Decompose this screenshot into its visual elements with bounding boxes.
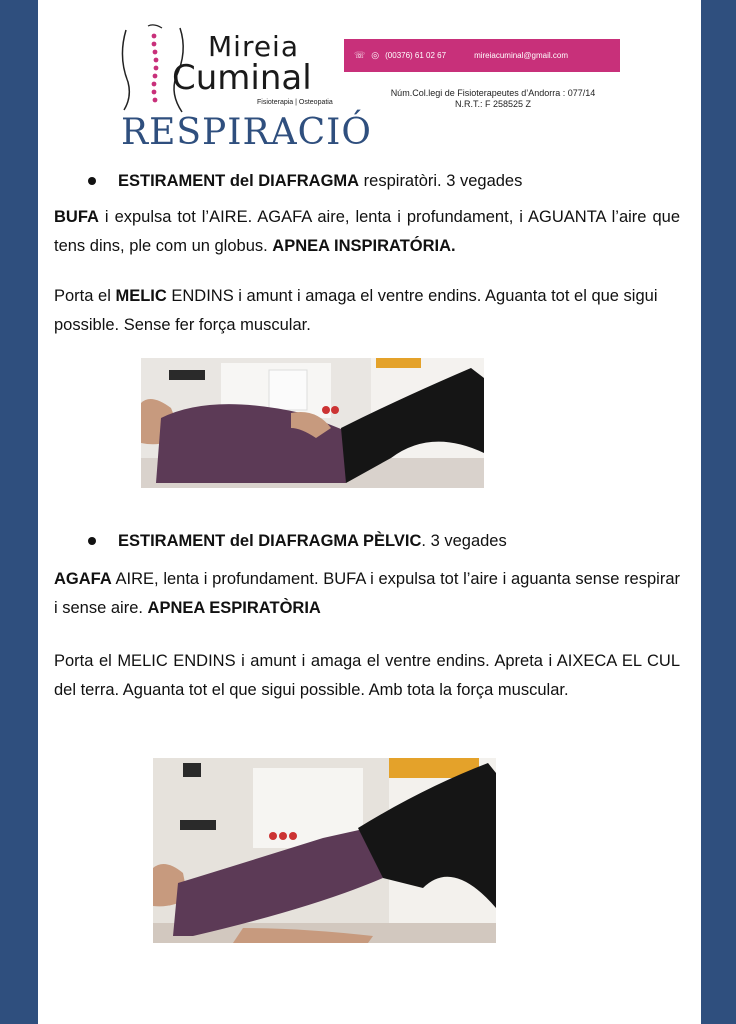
instruction-text: Porta el MELIC ENDINS i amunt i amaga el ventre endins. Apreta i AIXECA EL CUL del terra. Aguanta tot el que sigui possible. Amb tota la força muscular. [54, 652, 680, 699]
instruction-text: Porta el [54, 287, 116, 305]
instruction-paragraph [54, 647, 680, 705]
section-heading [88, 172, 522, 191]
instruction-text: i expulsa tot l’AIRE. AGAFA aire, lenta i profundament, i AGUANTA l’aire que tens dins, ple com un globus. [54, 208, 680, 255]
page-title: RESPIRACIÓ [121, 112, 372, 153]
instruction-bold: BUFA [54, 208, 99, 226]
instruction-bold: APNEA ESPIRATÒRIA [147, 599, 321, 617]
heading-rest: respiratòri. 3 vegades [359, 172, 523, 190]
bullet-icon [88, 177, 96, 185]
whatsapp-icon: ◎ [371, 50, 380, 60]
instruction-text: ENDINS i amunt i amaga el ventre endins. Aguanta tot el que sigui possible. Sense fer força muscular. [54, 287, 658, 334]
diaphragm-stretch-photo [141, 358, 484, 488]
instruction-paragraph [54, 565, 680, 623]
instruction-paragraph [54, 203, 680, 261]
contact-phone: (00376) 61 02 67 [385, 51, 447, 60]
heading-rest: . 3 vegades [421, 532, 507, 550]
document-page [38, 0, 701, 1024]
heading-bold: ESTIRAMENT del DIAFRAGMA PÈLVIC [118, 532, 422, 550]
instruction-text: AIRE, lenta i profundament. BUFA i expulsa tot l’aire i aguanta sense respirar i sense aire. [54, 570, 680, 617]
section-heading [88, 532, 507, 551]
contact-bar [344, 39, 620, 72]
instruction-paragraph [54, 282, 680, 340]
heading-bold: ESTIRAMENT del DIAFRAGMA [118, 172, 360, 190]
instruction-bold: APNEA INSPIRATÓRIA. [272, 237, 456, 255]
pelvic-bridge-photo [153, 758, 496, 943]
registration-info [368, 88, 618, 110]
logo-name-last: Cuminal [172, 58, 312, 98]
instruction-bold: MELIC [115, 287, 167, 305]
nrt-number: N.R.T.: F 258525 Z [454, 99, 532, 109]
registration-number: Núm.Col.legi de Fisioterapeutes d’Andorra : 077/14 [390, 88, 596, 98]
logo-subtitle: Fisioterapia | Osteopatia [257, 99, 333, 106]
bullet-icon [88, 537, 96, 545]
instruction-bold: AGAFA [54, 570, 112, 588]
logo-name-first: Mireia [208, 30, 299, 63]
phone-icon: ☏ [354, 50, 366, 60]
contact-email: mireiacuminal@gmail.com [474, 51, 568, 60]
